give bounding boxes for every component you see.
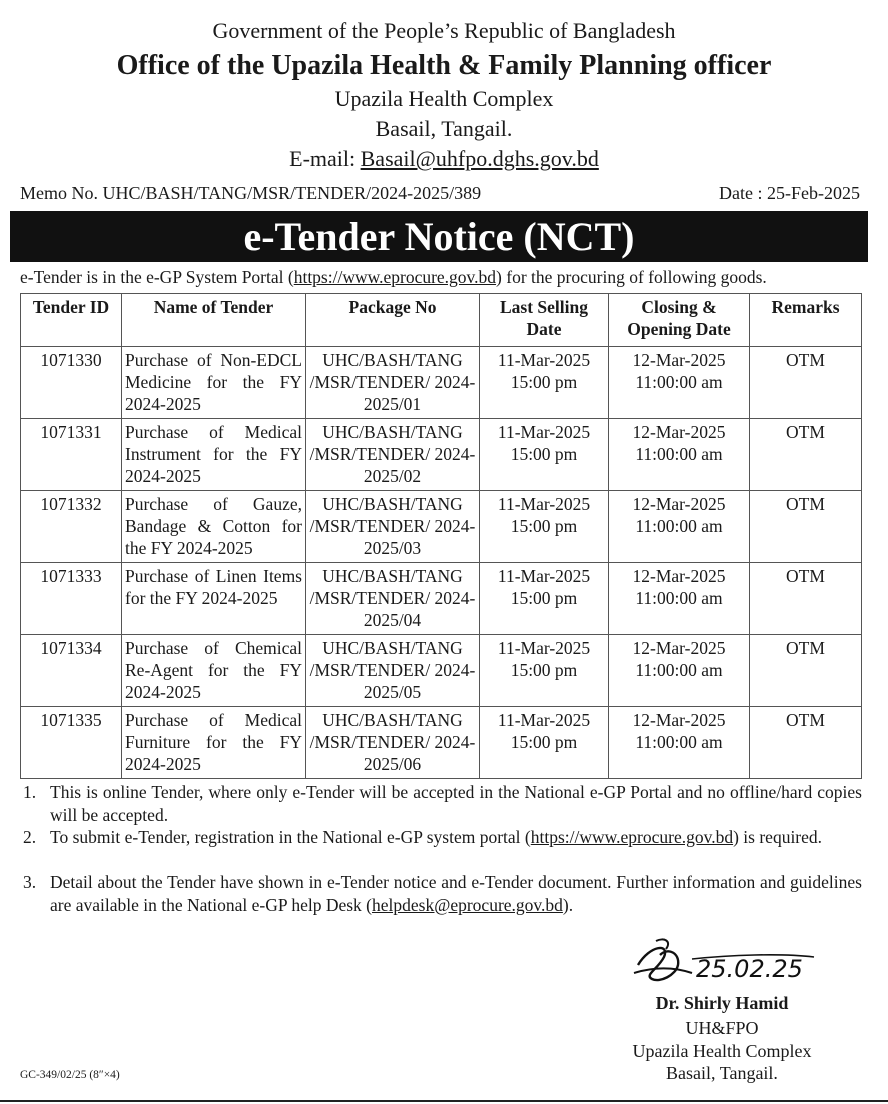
table-row (21, 563, 862, 635)
header-tender-id: Tender ID (21, 294, 122, 347)
signatory-name: Dr. Shirly Hamid (655, 993, 789, 1013)
note-text-before: Detail about the Tender have shown in e-Tender notice and e-Tender document. Further information and guidelines are available in the National e-GP help Desk ( (50, 872, 862, 915)
signature-date: 25.02.25 (696, 955, 803, 983)
selling-time: 15:00 pm (510, 732, 578, 752)
cell-tender-name: Purchase of Medical Instrument for the FY 2024-2025 (122, 419, 306, 491)
handwritten-signature (630, 935, 820, 987)
table-row (21, 347, 862, 419)
selling-date: 11-Mar-2025 (497, 494, 591, 514)
print-code: GC-349/02/25 (8″×4) (20, 1069, 120, 1081)
closing-time: 11:00:00 am (635, 372, 723, 392)
government-line: Government of the People’s Republic of Bangladesh (212, 18, 676, 43)
cell-tender-name: Purchase of Gauze, Bandage & Cotton for the FY 2024-2025 (122, 491, 306, 563)
cell-package-no: UHC/BASH/TANG /MSR/TENDER/ 2024-2025/04 (306, 563, 480, 635)
header-last-selling-date: Last Selling Date (480, 294, 609, 347)
complex-name: Upazila Health Complex (334, 86, 554, 111)
header-remarks: Remarks (750, 294, 862, 347)
selling-date: 11-Mar-2025 (497, 350, 591, 370)
table-header-row (21, 294, 862, 347)
note-number: 3. (23, 872, 37, 892)
cell-closing-opening-date (609, 635, 750, 707)
cell-tender-id: 1071335 (21, 707, 122, 779)
selling-time: 15:00 pm (510, 444, 578, 464)
cell-tender-name: Purchase of Chemical Re-Agent for the FY 2024-2025 (122, 635, 306, 707)
cell-package-no: UHC/BASH/TANG /MSR/TENDER/ 2024-2025/03 (306, 491, 480, 563)
closing-date: 12-Mar-2025 (632, 710, 726, 730)
cell-tender-name: Purchase of Linen Items for the FY 2024-2025 (122, 563, 306, 635)
office-location: Basail, Tangail. (375, 116, 513, 141)
closing-time: 11:00:00 am (635, 660, 723, 680)
selling-date: 11-Mar-2025 (497, 710, 591, 730)
email-link[interactable]: Basail@uhfpo.dghs.gov.bd (360, 146, 599, 171)
note-1 (20, 781, 862, 826)
note-text (50, 871, 862, 916)
cell-tender-id: 1071333 (21, 563, 122, 635)
intro-text (20, 267, 767, 288)
note-2 (20, 826, 862, 849)
cell-closing-opening-date (609, 491, 750, 563)
closing-time: 11:00:00 am (635, 732, 723, 752)
signatory-location: Basail, Tangail. (666, 1063, 778, 1083)
signatory-organization: Upazila Health Complex (632, 1041, 812, 1061)
closing-time: 11:00:00 am (635, 588, 723, 608)
cell-remarks: OTM (750, 635, 862, 707)
cell-package-no: UHC/BASH/TANG /MSR/TENDER/ 2024-2025/05 (306, 635, 480, 707)
cell-remarks: OTM (750, 563, 862, 635)
header-package-no: Package No (306, 294, 480, 347)
note-text-before: To submit e-Tender, registration in the National e-GP system portal ( (50, 827, 531, 847)
cell-package-no: UHC/BASH/TANG /MSR/TENDER/ 2024-2025/06 (306, 707, 480, 779)
cell-remarks: OTM (750, 347, 862, 419)
cell-tender-id: 1071332 (21, 491, 122, 563)
note-text-after: ). (562, 894, 574, 915)
selling-date: 11-Mar-2025 (497, 566, 591, 586)
note-3 (20, 871, 862, 916)
selling-time: 15:00 pm (510, 372, 578, 392)
cell-closing-opening-date (609, 707, 750, 779)
memo-number: Memo No. UHC/BASH/TANG/MSR/TENDER/2024-2025/389 (20, 183, 482, 203)
selling-time: 15:00 pm (510, 516, 578, 536)
email-line (0, 146, 888, 172)
portal-link[interactable]: https://www.eprocure.gov.bd (530, 827, 734, 847)
table-row (21, 491, 862, 563)
office-title: Office of the Upazila Health & Family Planning officer (116, 50, 772, 81)
cell-tender-id: 1071331 (21, 419, 122, 491)
closing-time: 11:00:00 am (635, 516, 723, 536)
selling-time: 15:00 pm (510, 660, 578, 680)
cell-tender-name: Purchase of Medical Furniture for the FY 2024-2025 (122, 707, 306, 779)
intro-after: ) for the procuring of following goods. (496, 267, 767, 287)
closing-date: 12-Mar-2025 (632, 350, 726, 370)
cell-closing-opening-date (609, 563, 750, 635)
cell-last-selling-date (480, 635, 609, 707)
cell-last-selling-date (480, 707, 609, 779)
cell-last-selling-date (480, 419, 609, 491)
page-bottom-rule (0, 1100, 888, 1102)
closing-date: 12-Mar-2025 (632, 638, 726, 658)
cell-tender-id: 1071334 (21, 635, 122, 707)
cell-last-selling-date (480, 347, 609, 419)
cell-tender-id: 1071330 (21, 347, 122, 419)
note-number: 2. (23, 827, 37, 847)
table-row (21, 707, 862, 779)
cell-last-selling-date (480, 491, 609, 563)
header-closing-opening-date: Closing & Opening Date (609, 294, 750, 347)
intro-before: e-Tender is in the e-GP System Portal ( (20, 267, 294, 287)
signatory-title: UH&FPO (685, 1018, 759, 1038)
selling-date: 11-Mar-2025 (497, 638, 591, 658)
header-name-of-tender: Name of Tender (122, 294, 306, 347)
table-row (21, 419, 862, 491)
notice-date: Date : 25-Feb-2025 (719, 183, 860, 203)
cell-tender-name: Purchase of Non-EDCL Medicine for the FY 2024-2025 (122, 347, 306, 419)
note-text-after: ) is required. (733, 827, 823, 847)
cell-package-no: UHC/BASH/TANG /MSR/TENDER/ 2024-2025/02 (306, 419, 480, 491)
cell-closing-opening-date (609, 347, 750, 419)
note-text: This is online Tender, where only e-Tender will be accepted in the National e-GP Portal and no offline/hard copies will be accepted. (50, 782, 862, 825)
cell-remarks: OTM (750, 491, 862, 563)
helpdesk-email-link[interactable]: helpdesk@eprocure.gov.bd (372, 894, 563, 915)
cell-closing-opening-date (609, 419, 750, 491)
closing-date: 12-Mar-2025 (632, 494, 726, 514)
table-row (21, 635, 862, 707)
email-label: E-mail: (289, 146, 361, 171)
portal-link[interactable]: https://www.eprocure.gov.bd (293, 267, 497, 287)
selling-date: 11-Mar-2025 (497, 422, 591, 442)
note-number: 1. (23, 782, 37, 802)
cell-remarks: OTM (750, 419, 862, 491)
closing-time: 11:00:00 am (635, 444, 723, 464)
note-text (50, 826, 862, 849)
selling-time: 15:00 pm (510, 588, 578, 608)
cell-last-selling-date (480, 563, 609, 635)
tender-table (20, 293, 862, 779)
closing-date: 12-Mar-2025 (632, 566, 726, 586)
notice-banner: e-Tender Notice (NCT) (10, 211, 868, 262)
cell-package-no: UHC/BASH/TANG /MSR/TENDER/ 2024-2025/01 (306, 347, 480, 419)
cell-remarks: OTM (750, 707, 862, 779)
closing-date: 12-Mar-2025 (632, 422, 726, 442)
